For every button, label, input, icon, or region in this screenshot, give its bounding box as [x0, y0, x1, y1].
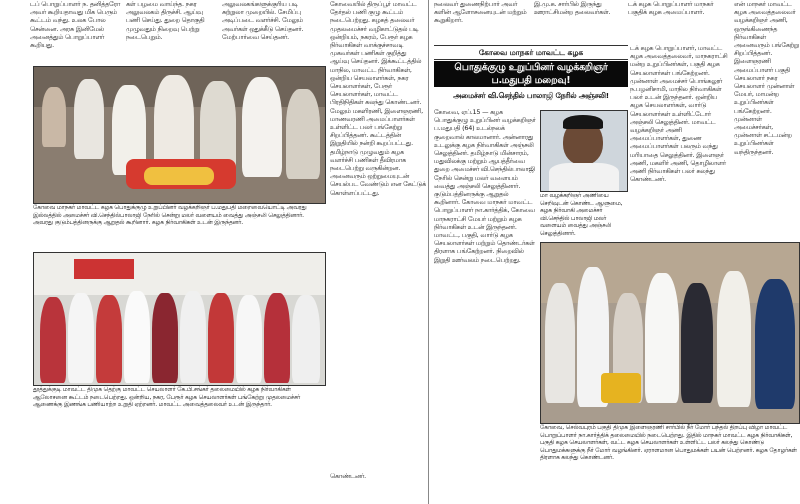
- top-col2-text: கள் பழமை வாய்ந்த. நகர அலுவலகம் திருச்சி. ஆய்வு பணி செய்து. துறை தொகுதி முழுவதும் நிறைவு பெற்று நடைபெறும்.: [126, 0, 205, 41]
- person-figure: [40, 297, 66, 383]
- pot: [601, 373, 641, 403]
- person-figure: [286, 89, 320, 179]
- top-right-text-c: டக் கழக பொறுப்பாளர் மாநகர் பகுதிக் கழக அமைப்பாளர்.: [628, 0, 714, 17]
- photo3-caption: கோவை, செல்வபுரம் பகுதி திமுக இளைஞரணி சார்பில் நீர் மோர் பந்தல் திறப்பு விழா மாவட்ட பொறுப்பாளர் நா.கார்த்திக் தலைமையில் நடைபெற்றது. இதில் மாநகர் மாவட்ட கழக நிர்வாகிகள், பகுதி கழக செயலாளர்கள், வட்ட கழக செயலாளர்கள் உள்ளிட்ட பலர் கலந்து கொண்டு பொதுமக்களுக்கு நீர் மோர் வழங்கினர். ஏராளமான பொதுமக்கள் பயன் பெற்றனர். கழக தோழர்கள் திரளாக கலந்து கொண்டனர்.: [540, 424, 797, 462]
- middle-column-text: கோவையில் திருப்பூர் மாவட்ட தேர்தல் பணி குழு கூட்டம் நடைபெற்றது. கழகத் தலைவர் முதலமைச்சர் வழிகாட்டுதல் படி ஒன்றியம், நகரம், பேரூர் கழக நிர்வாகிகள் வாக்குச்சாவடி முகவர்கள் பணிகள் குறித்து ஆய்வு செய்தனர். இக்கூட்டத்தில் மாநில, மாவட்ட நிர்வாகிகள், ஒன்றிய செயலாளர்கள், நகர செயலாளர்கள், பேரூர் செயலாளர்கள், மாவட்ட பிரதிநிதிகள் கலந்து கொண்டனர். மேலும் மகளிரணி, இளைஞரணி, மாணவரணி அமைப்பாளர்கள் உள்ளிட்ட பலர் பங்கேற்று சிறப்பித்தனர். கூட்டத்தின் இறுதியில் நன்றி கூறப்பட்டது. தமிழ்நாடு முழுவதும் கழக வளர்ச்சி பணிகள் தீவிரமாக நடைபெற்று வருகின்றன. அனைவரும் ஒற்றுமையுடன் செயல்பட வேண்டும் என கேட்டுக் கொள்ளப்பட்டது.: [330, 0, 426, 197]
- top-col3-text: அலுவலகங்களுக்குரிய படி சுற்றுலா முறையில். சேமிப்பு அடிப்படை வளர்ச்சி. மேலும் அவர்கள் ஒதுக்கீடு செய்தனர். மேற்பார்வை செய்தனர்.: [222, 0, 304, 41]
- person-figure: [208, 293, 234, 383]
- photo1-caption: கோவை மாநகர் மாவட்ட கழக பொதுக்குழு உறுப்பினர் வழக்கறிஞர் ப.மதுபதி மறைவையொட்டி அவரது இல்லத்தில் அமைச்சர் வி.செந்தில்பாலாஜி நேரில் சென்று மலர் வளையம் வைத்து அஞ்சலி செலுத்தினார். அவரது குடும்பத்தினருக்கு ஆறுதல் கூறினார். கழக நிர்வாகிகள் உடன் இருந்தனர்.: [33, 204, 307, 227]
- person-figure: [96, 295, 122, 383]
- person-figure: [681, 283, 713, 403]
- right-column-text: டக் கழக பொறுப்பாளர், மாவட்ட கழக அவைத்தலைவர், மாநகராட்சி மன்ற உறுப்பினர்கள், பகுதி கழக செயலாளர்கள் பங்கேற்றனர். முன்னாள் அமைச்சர் பொங்கலூர் ந.பழனிசாமி, மாநில நிர்வாகிகள் பலர் உடன் இருந்தனர். ஒன்றிய கழக செயலாளர்கள், வார்டு செயலாளர்கள் உள்ளிட்டோர் அஞ்சலி செலுத்தினர். மாவட்ட வழக்கறிஞர் அணி அமைப்பாளர்கள், துணை அமைப்பாளர்கள் பலரும் வந்து மரியாதை செலுத்தினர். இளைஞர் அணி, மகளிர் அணி, தொழிலாளர் அணி நிர்வாகிகள் பலர் கலந்து கொண்டனர்.: [630, 44, 728, 184]
- photo2-caption: தூத்துக்குடி மாவட்ட திமுக தெற்கு மாவட்ட செயலாளர் கே.பி.சங்கர் தலைமையில் கழக நிர்வாகிகள் ஆலோசனை கூட்டம் நடைபெற்றது. ஒன்றிய, நகர, பேரூர் கழக செயலாளர்கள் பங்கேற்று முதலமைச்சர் ஆணைக்கு இணங்க பணியாற்ற உறுதி ஏற்றனர். மாவட்ட அவைத்தலைவர் உடன் இருந்தார்.: [33, 386, 301, 409]
- person-figure: [242, 77, 282, 177]
- middle-column-signoff: கொண்டனர்.: [330, 472, 366, 480]
- portrait-caption: மா வழக்கறிஞர் அணியை செறிவுடன் கொண்ட ஆளுமை, கழக நிர்வாகி அமைச்சர் வி.செந்தில் பாலாஜி மலர் வளையம் வைத்து அஞ்சலி செலுத்தினார்.: [540, 192, 623, 237]
- headline-main: பொதுக்குழு உறுப்பினர் வழக்கறிஞர் ப.மதுபதி மறைவு!: [434, 61, 628, 87]
- person-figure: [152, 293, 178, 383]
- person-figure: [180, 291, 206, 383]
- person-figure: [292, 295, 320, 383]
- top-right-text-b: இ.மு.க. சார்பில் இருந்து ஊராட்சிமன்ற தலைவர்கள்.: [534, 0, 611, 17]
- headline-subhead: அமைச்சர் வி.செந்தில் பாலாஜி நேரில் அஞ்சலி!: [453, 91, 609, 100]
- top-right-text-a: நலைவர் துணைநிற்பார் அவர் களின் ஆளோசனையுடன் மற்றும் கூறுகிறார்.: [434, 0, 527, 25]
- meeting-photo: [33, 252, 326, 386]
- minister-portrait: [540, 110, 628, 192]
- flower-wreath-center: [144, 167, 214, 185]
- headline-kicker: கோவை மாநகர் மாவட்ட கழக: [434, 45, 628, 60]
- portrait-shirt: [549, 163, 619, 192]
- person-figure: [264, 293, 290, 383]
- person-figure: [645, 273, 679, 403]
- person-figure: [236, 295, 262, 383]
- headline-block: [434, 45, 628, 105]
- person-figure: [545, 283, 575, 403]
- person-figure: [124, 291, 150, 383]
- person-figure: [755, 279, 795, 409]
- person-figure: [717, 271, 751, 407]
- event-photo: [540, 242, 800, 424]
- condolence-photo: [33, 66, 326, 204]
- far-right-text: என் மாநகர் மாவட்ட கழக அவைத்தலைவர் வழக்கறிஞர் அணி, ஒருங்கிணைந்த நிர்வாகிகள் அனைவரும் பங்கேற்று சிறப்பித்தனர். இளைஞரணி அமைப்பாளர் பகுதி செயலாளர் நகர செயலாளர் முன்னாள் மேயர், மாமன்ற உறுப்பினர்கள் பங்கேற்றனர். முன்னாள் அமைச்சர்கள், முன்னாள் சட்டமன்ற உறுப்பினர்கள் வந்திருந்தனர்.: [734, 0, 800, 156]
- article-left-text: கோவை, ஏப்.15 — கழக பொதுக்குழு உறுப்பினர் வழக்கறிஞர் ப.மதுபதி (64) உடல்நலக் குறைவால் காலமானார். அன்னாரது உடலுக்கு கழக நிர்வாகிகள் அஞ்சலி செலுத்தினர். தமிழ்நாடு மின்சாரம், மதுவிலக்கு மற்றும் ஆயத்தீர்வை துறை அமைச்சர் வி.செந்தில்பாலாஜி நேரில் சென்று மலர் வளையம் வைத்து அஞ்சலி செலுத்தினார். குடும்பத்தினருக்கு ஆறுதல் கூறினார். கோவை மாநகர் மாவட்ட பொறுப்பாளர் நா.கார்த்திக், கோவை மாநகராட்சி மேயர் மற்றும் கழக நிர்வாகிகள் உடன் இருந்தனர். மாவட்ட, பகுதி, வார்டு கழக செயலாளர்கள் மற்றும் தொண்டர்கள் திரளாக பங்கேற்றனர். நிறைவில் இறுதி ஊர்வலம் நடைபெற்றது.: [434, 108, 536, 264]
- top-col1-text: டப் பொறுப்பாளர் ந. தனித்தரோ அவர் கூறியதாவது மிக பெரும் கூட்டம் வந்து. உலக போல சென்னை. அரசு இனிமேல் அனைத்தும் பொறுப்பாளர் கூறியது.: [30, 0, 121, 50]
- person-figure: [42, 87, 66, 147]
- banner: [74, 259, 134, 279]
- person-figure: [74, 79, 104, 159]
- person-figure: [68, 293, 94, 383]
- portrait-hair: [563, 115, 603, 129]
- column-divider: [428, 0, 429, 504]
